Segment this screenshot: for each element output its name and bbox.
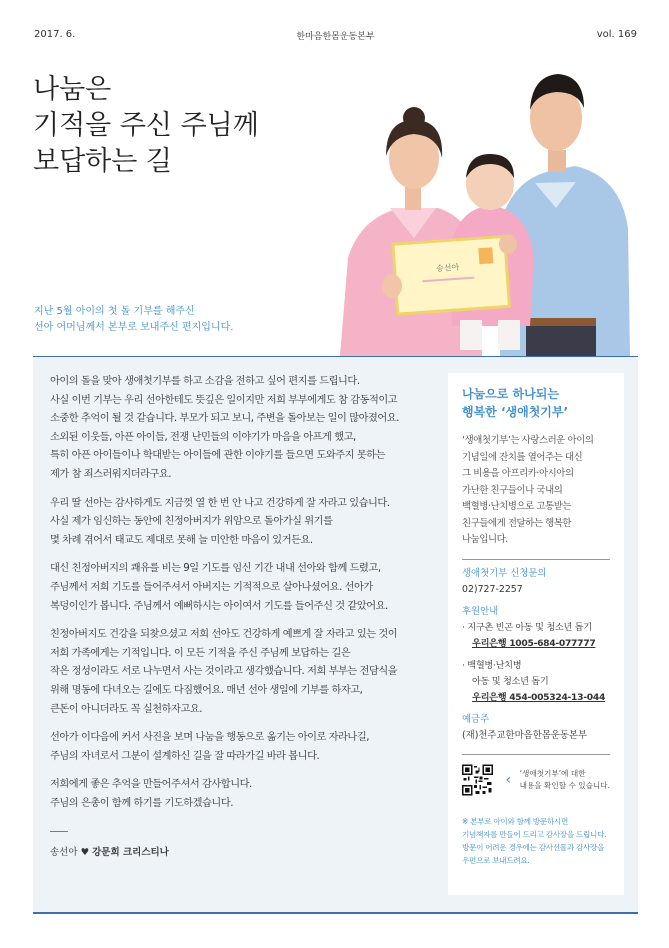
signature-divider — [50, 831, 68, 832]
desc-line: 친구들에게 전달하는 행복한 — [462, 517, 572, 529]
letter-paragraph-4 — [50, 626, 432, 719]
sponsor-2-account: 우리은행 454-005324-13-044 — [472, 691, 606, 703]
title-line-2: 기적을 주신 주님께 — [33, 110, 259, 141]
page-header — [34, 29, 637, 45]
sponsor-1-account: 우리은행 1005-684-077777 — [472, 637, 596, 649]
sidebar-description — [462, 433, 610, 549]
sidebar-title-line-2: 행복한 ‘생애첫기부’ — [462, 405, 569, 419]
sidebar-title-line-1: 나눔으로 하나되는 — [462, 387, 559, 401]
letter-line: 사실 이번 기부는 우리 선아한테도 뜻깊은 일이지만 저희 부부에게도 참 감동적이고 — [50, 394, 398, 406]
desc-line: 백혈병·난치병으로 고통받는 — [462, 501, 572, 512]
account-holder-name: (재)천주교한마음한몸운동본부 — [462, 729, 588, 741]
letter-line: 주님의 자녀로서 그분이 설계하신 길을 잘 따라가길 바라 봅니다. — [50, 750, 320, 762]
signature-prefix: 송선아 — [50, 847, 81, 859]
letter-line: 특히 아픈 아이들이나 학대받는 아이들에 관한 이야기를 들으면 도와주지 못하는 — [50, 450, 385, 462]
visit-note — [462, 815, 610, 867]
page-title — [33, 72, 259, 180]
heart-icon: ♥ — [80, 847, 90, 859]
chevron-left-icon: ‹ — [505, 771, 512, 788]
letter-body — [50, 373, 432, 863]
issue-date: 2017. 6. — [34, 29, 76, 40]
letter-line: 우리 딸 선아는 감사하게도 지금껏 열 한 번 안 나고 건강하게 잘 자라고 있습니다. — [50, 497, 390, 509]
letter-line: 선아가 이다음에 커서 사진을 보며 나눔을 행동으로 옮기는 아이로 자라나길, — [50, 732, 370, 744]
qr-caption — [520, 768, 610, 792]
sponsor-label: 후원안내 — [462, 605, 499, 617]
letter-paragraph-2 — [50, 495, 432, 551]
letter-line: 저희 가족에게는 기적입니다. 이 모든 기적을 주신 주님께 보답하는 길은 — [50, 647, 351, 659]
sponsor-2-account-row — [462, 690, 610, 706]
desc-line: 나눔입니다. — [462, 534, 508, 545]
letter-signature — [50, 844, 432, 863]
subtitle-line-2: 선아 어머님께서 본부로 보내주신 편지입니다. — [34, 322, 234, 333]
sponsor-1-account-row — [462, 636, 610, 652]
letter-paragraph-1 — [50, 373, 432, 485]
desc-line: 그 비용을 아프리카·아시아의 — [462, 468, 574, 479]
title-line-1: 나눔은 — [33, 74, 112, 105]
intro-subtitle — [34, 304, 233, 336]
note-line: 방문이 어려운 경우에는 감사선물과 감사장을 — [462, 842, 605, 852]
sidebar-title — [462, 385, 610, 421]
subtitle-line-1: 지난 5월 아이의 첫 돌 기부를 해주신 — [34, 306, 195, 317]
family-photo — [330, 58, 640, 356]
account-holder-label: 예금주 — [462, 713, 490, 725]
qr-caption-line-1: ‘생애첫기부’에 대한 — [519, 768, 586, 778]
letter-line: 작은 정성이라도 서로 나누면서 사는 것이라고 생각했습니다. 저희 부부는 전담식을 — [50, 666, 398, 678]
letter-paragraph-6 — [50, 776, 432, 813]
signature-name: 강문희 크리스티나 — [92, 847, 169, 859]
letter-line: 위해 명동에 다녀오는 길에도 다짐했어요. 매년 선아 생일에 기부를 하자고, — [50, 684, 363, 696]
title-line-3: 보답하는 길 — [33, 146, 172, 177]
letter-line: 소중한 추억이 될 것 같습니다. 부모가 되고 보니, 주변을 돌아보는 일이 많아졌어요. — [50, 413, 399, 425]
qr-caption-line-2: 내용을 확인할 수 있습니다. — [519, 780, 610, 790]
desc-line: 기념일에 잔치를 열어주는 대신 — [462, 451, 583, 463]
letter-line: 주님의 은총이 함께 하기를 기도하겠습니다. — [50, 797, 233, 809]
sponsor-2-title: · 백혈병·난치병 — [462, 659, 522, 671]
note-line: ※ 본부로 아이와 함께 방문하시면 — [462, 816, 568, 826]
sponsor-2-subtitle: 아동 및 청소년 돕기 — [472, 675, 549, 687]
volume-number: vol. 169 — [596, 29, 637, 40]
note-line: 기념책자를 만들어 드리고 감사장을 드립니다. — [462, 829, 607, 839]
qr-code-icon[interactable] — [462, 763, 493, 797]
letter-paragraph-5 — [50, 729, 432, 766]
bottom-divider — [33, 912, 638, 914]
letter-line: 복덩이인가 봅니다. 주님께서 예뻐하시는 아이여서 기도를 들어주신 것 같았어요. — [50, 600, 388, 612]
letter-line: 소외된 이웃들, 아픈 아이들, 전쟁 난민들의 이야기가 마음을 아프게 했고, — [50, 431, 356, 443]
note-line: 우편으로 보내드려요. — [462, 855, 530, 865]
letter-line: 제가 참 죄스러워지더라구요. — [50, 468, 172, 480]
letter-line: 몇 차례 겪어서 태교도 제대로 못해 늘 미안한 마음이 있거든요. — [50, 534, 313, 546]
desc-line: ‘생애첫기부’는 사랑스러운 아이의 — [462, 435, 594, 446]
qr-section — [462, 763, 610, 797]
letter-paragraph-3 — [50, 560, 432, 616]
sidebar-divider — [462, 559, 610, 560]
certificate-card — [393, 236, 510, 314]
letter-line: 친정아버지도 건강을 되찾으셨고 저희 선아도 건강하게 예쁘게 잘 자라고 있는 것이 — [50, 629, 398, 641]
info-sidebar — [448, 373, 624, 895]
letter-line: 사실 제가 임신하는 동안에 친정아버지가 위암으로 돌아가실 위기를 — [50, 516, 333, 528]
sidebar-divider-2 — [462, 754, 610, 755]
letter-line: 주님께서 저희 기도를 들어주셔서 아버지는 기적적으로 살아나셨어요. 선아가 — [50, 581, 373, 593]
sponsor-1-title: · 지구촌 빈곤 아동 및 청소년 돕기 — [462, 621, 592, 633]
letter-line: 저희에게 좋은 추억을 만들어주셔서 감사합니다. — [50, 779, 252, 791]
letter-line: 큰돈이 아니더라도 꼭 실천하자고요. — [50, 703, 203, 715]
letter-line: 대신 친정아버지의 쾌유를 비는 9일 기도를 임신 기간 내내 선아와 함께 드렸고, — [50, 563, 381, 575]
desc-line: 가난한 친구들이나 국내의 — [462, 484, 563, 496]
certificate-name: 송선아 — [435, 262, 460, 274]
inquiry-phone: 02)727-2257 — [462, 583, 523, 595]
organization-name: 한마음한몸운동본부 — [296, 32, 375, 42]
letter-line: 아이의 돌을 맞아 생애첫기부를 하고 소감을 전하고 싶어 편지를 드립니다. — [50, 376, 360, 387]
inquiry-label: 생애첫기부 신청문의 — [462, 567, 547, 579]
